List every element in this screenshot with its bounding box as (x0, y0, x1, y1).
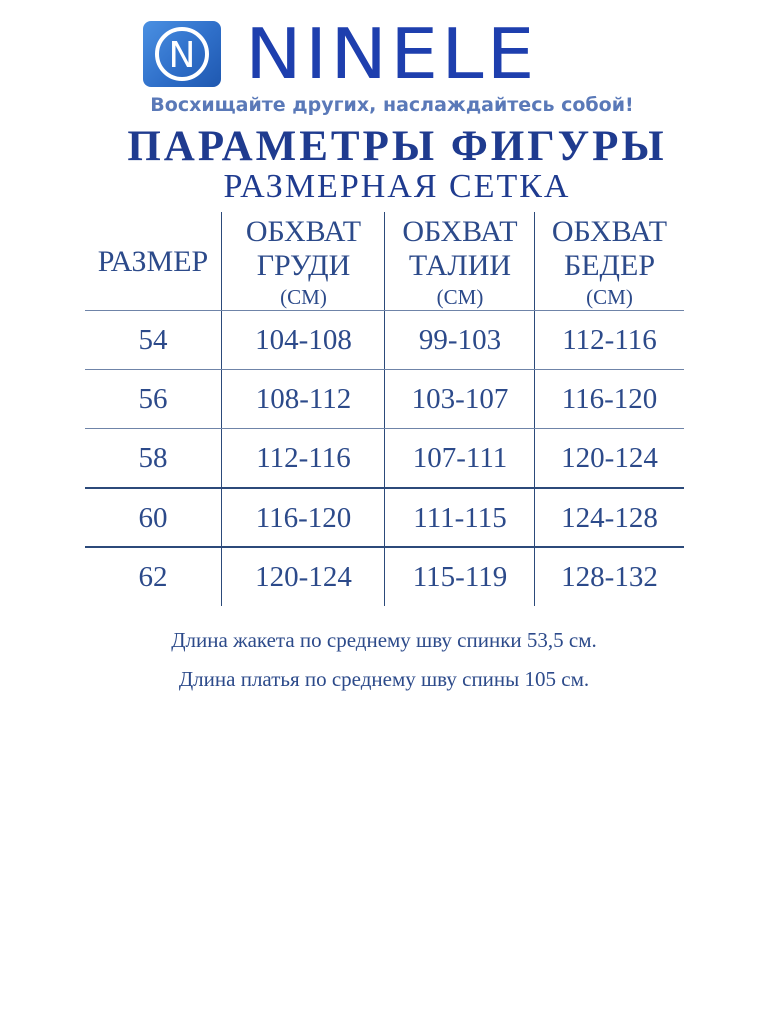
table-cell-waist: 103-107 (411, 383, 509, 415)
table-cell-hips: 120-124 (561, 442, 658, 474)
header-hips-line1: ОБХВАТ (551, 215, 668, 248)
row-divider (85, 487, 684, 489)
header-bust-line1: ОБХВАТ (245, 215, 362, 248)
table-cell-bust: 112-116 (256, 442, 351, 474)
table-cell-bust: 108-112 (255, 383, 352, 415)
table-cell-hips: 112-116 (562, 324, 657, 356)
table-cell-bust: 116-120 (255, 502, 352, 534)
table-cell-bust: 104-108 (255, 324, 352, 356)
header-size: РАЗМЕР (97, 245, 209, 278)
size-table (85, 212, 684, 606)
ninele-logo-icon (143, 21, 221, 87)
row-divider (85, 369, 684, 370)
brand-tagline: Восхищайте других, наслаждайтесь собой! (150, 94, 634, 116)
table-cell-size: 54 (138, 324, 168, 356)
row-divider (85, 546, 684, 548)
row-divider (85, 310, 684, 311)
header-bust-unit: (СМ) (280, 285, 327, 309)
brand-logo (143, 12, 538, 95)
table-cell-hips: 116-120 (561, 383, 658, 415)
logo-letter: N (168, 35, 196, 76)
header-waist-line1: ОБХВАТ (402, 215, 518, 248)
table-cell-bust: 120-124 (255, 561, 352, 593)
brand-name: NINELE (245, 12, 538, 95)
header-bust-line2: ГРУДИ (256, 249, 351, 282)
row-divider (85, 428, 684, 429)
header-hips-line2: БЕДЕР (563, 249, 656, 282)
header-hips-unit: (СМ) (586, 285, 633, 309)
table-cell-waist: 115-119 (412, 561, 508, 593)
table-cell-size: 60 (138, 502, 168, 534)
table-cell-size: 58 (138, 442, 168, 474)
header-waist-unit: (СМ) (436, 285, 484, 309)
page-subtitle: РАЗМЕРНАЯ СЕТКА (223, 168, 571, 205)
table-cell-waist: 107-111 (412, 442, 508, 474)
table-cell-hips: 128-132 (561, 561, 658, 593)
note-jacket-length: Длина жакета по среднему шву спинки 53,5 см. (171, 628, 597, 652)
page-title: ПАРАМЕТРЫ ФИГУРЫ (127, 123, 667, 170)
table-cell-size: 62 (138, 561, 168, 593)
table-cell-size: 56 (138, 383, 168, 415)
header-waist-line2: ТАЛИИ (408, 249, 512, 282)
table-cell-waist: 111-115 (413, 502, 507, 534)
table-cell-waist: 99-103 (418, 324, 502, 356)
note-dress-length: Длина платья по среднему шву спины 105 см. (178, 667, 590, 691)
table-cell-hips: 124-128 (561, 502, 658, 534)
